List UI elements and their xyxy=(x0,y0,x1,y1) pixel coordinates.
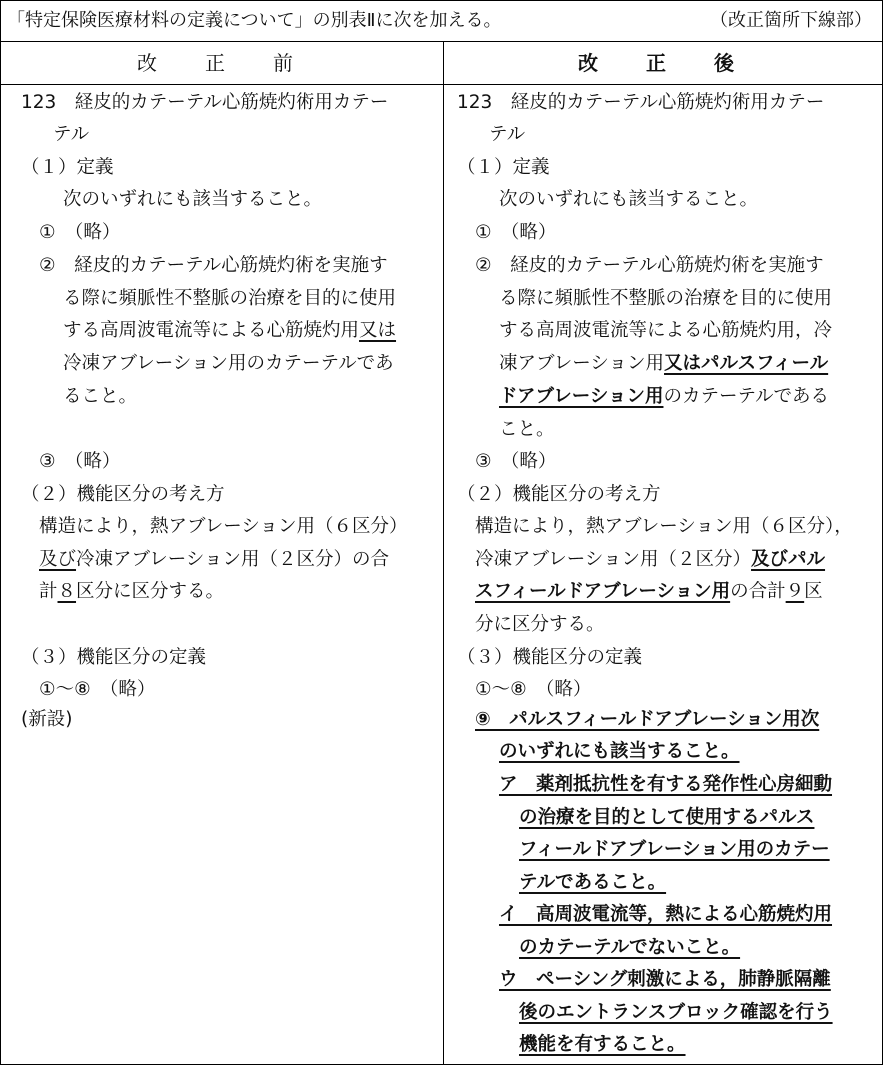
before-line: （２）機能区分の考え方 xyxy=(21,484,225,505)
after-text: の合計 xyxy=(730,581,786,602)
after-line: こと。 xyxy=(499,419,555,440)
underlined-text: 及び xyxy=(39,549,77,570)
after-line-new: 機能を有すること。 xyxy=(519,1034,686,1055)
after-line: （１）定義 xyxy=(457,157,550,178)
before-line xyxy=(63,316,396,346)
column-heading-before: 改 正 前 xyxy=(137,51,307,75)
after-line-new: 後のエントランスブロック確認を行う xyxy=(519,1002,833,1023)
before-line: 123 経皮的カテーテル心筋焼灼術用カテー xyxy=(21,92,389,113)
before-line: ② 経皮的カテーテル心筋焼灼術を実施す xyxy=(39,255,388,276)
table-header-row xyxy=(1,1,882,42)
before-line: （１）定義 xyxy=(21,157,114,178)
underlined-text: ９ xyxy=(785,581,805,602)
before-line: 次のいずれにも該当すること。 xyxy=(63,189,323,210)
after-line-new: イ 高周波電流等，熱による心筋焼灼用 xyxy=(499,904,833,925)
after-line: 123 経皮的カテーテル心筋焼灼術用カテー xyxy=(457,92,825,113)
after-line-new: の治療を目的として使用するパルス xyxy=(519,807,815,828)
after-line: ① （略） xyxy=(475,222,557,243)
before-line: ①～⑧ （略） xyxy=(39,679,156,700)
after-text: 凍アブレーション用 xyxy=(499,353,665,374)
after-line-new: テルであること。 xyxy=(519,872,667,893)
underlined-text: スフィールドアブレーション用 xyxy=(475,581,731,602)
after-line-new: のカテーテルでないこと。 xyxy=(519,937,741,958)
after-text: のカテーテルである xyxy=(663,386,830,407)
before-line: (新設) xyxy=(21,709,73,730)
before-line: ③ （略） xyxy=(39,451,121,472)
before-text: 計 xyxy=(39,581,58,602)
after-line: する高周波電流等による心筋焼灼用，冷 xyxy=(499,320,833,341)
after-line-new: ウ ペーシング刺激による，肺静脈隔離 xyxy=(499,969,831,990)
before-line: 冷凍アブレーション用のカテーテルであ xyxy=(63,353,394,374)
amendment-title: 「特定保険医療材料の定義について」の別表Ⅱに次を加える。 xyxy=(7,10,502,31)
after-line: 構造により，熱アブレーション用（６区分）， xyxy=(475,516,853,537)
column-heading-after: 改 正 後 xyxy=(578,51,748,75)
after-text: 冷凍アブレーション用（２区分） xyxy=(475,549,752,570)
before-text: 冷凍アブレーション用（２区分）の合 xyxy=(76,549,390,570)
before-line xyxy=(39,577,224,607)
after-line-new: のいずれにも該当すること。 xyxy=(499,741,740,762)
after-line: ③ （略） xyxy=(475,451,557,472)
before-line: （３）機能区分の定義 xyxy=(21,647,207,668)
column-divider xyxy=(443,42,444,1064)
after-line: ② 経皮的カテーテル心筋焼灼術を実施す xyxy=(475,255,824,276)
before-line: 構造により，熱アブレーション用（６区分） xyxy=(39,516,408,537)
underlined-text: ８ xyxy=(57,581,77,602)
after-line-new: フィールドアブレーション用のカテー xyxy=(519,839,830,860)
after-line: テル xyxy=(489,124,526,145)
after-line-new: ア 薬剤抵抗性を有する発作性心房細動 xyxy=(499,774,833,795)
after-line: （２）機能区分の考え方 xyxy=(457,484,661,505)
amendment-note: （改正箇所下線部） xyxy=(710,10,872,31)
after-line: る際に頻脈性不整脈の治療を目的に使用 xyxy=(499,288,833,309)
before-line: ること。 xyxy=(63,386,138,407)
after-line xyxy=(499,349,828,379)
column-headings xyxy=(1,42,882,85)
before-text: 区分に区分する。 xyxy=(76,581,225,602)
after-line-new: ⑨ パルスフィールドアブレーション用次 xyxy=(475,709,820,730)
after-line: （３）機能区分の定義 xyxy=(457,647,643,668)
after-line: ①～⑧ （略） xyxy=(475,679,592,700)
underlined-text: ドアブレーション用 xyxy=(499,386,664,407)
before-text: する高周波電流等による心筋焼灼用 xyxy=(63,320,360,341)
after-line: 分に区分する。 xyxy=(475,614,605,635)
after-line xyxy=(499,382,829,412)
underlined-text: 又は xyxy=(359,320,397,341)
underlined-text: 及びパル xyxy=(751,549,826,570)
after-line xyxy=(475,577,823,607)
before-line xyxy=(39,545,389,575)
after-line: 次のいずれにも該当すること。 xyxy=(499,189,759,210)
after-line xyxy=(475,545,825,575)
underlined-text: 又はパルスフィール xyxy=(664,353,829,374)
before-line: る際に頻脈性不整脈の治療を目的に使用 xyxy=(63,288,397,309)
after-text: 区 xyxy=(804,581,823,602)
before-line: テル xyxy=(53,124,90,145)
before-line: ① （略） xyxy=(39,222,121,243)
